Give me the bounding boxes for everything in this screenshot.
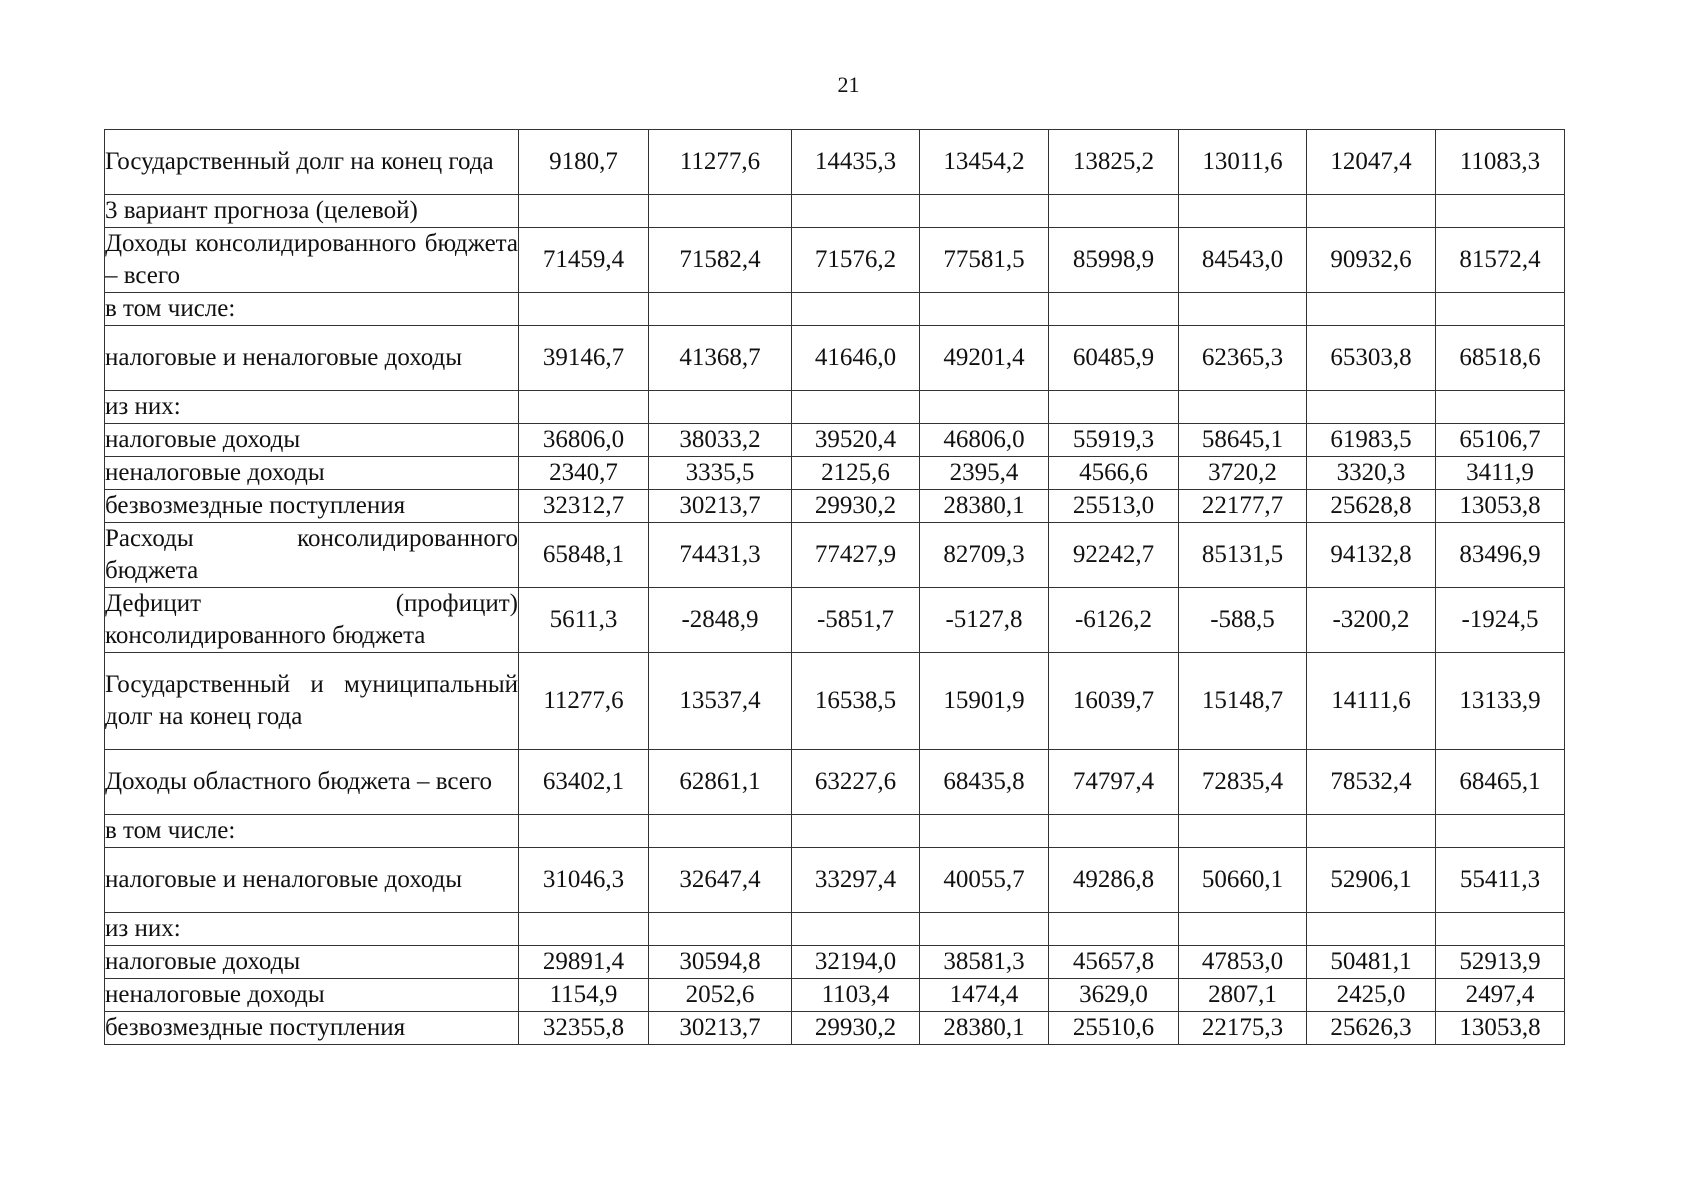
row-label: Доходы областного бюджета – всего <box>105 750 519 815</box>
value-cell: 50481,1 <box>1307 946 1436 979</box>
value-cell: 46806,0 <box>920 424 1049 457</box>
value-cell <box>519 195 649 228</box>
value-cell: 30213,7 <box>649 490 792 523</box>
value-cell: 33297,4 <box>792 848 920 913</box>
row-label: налоговые доходы <box>105 946 519 979</box>
value-cell: 25513,0 <box>1049 490 1179 523</box>
row-label: Дефицит (профицит) консолидированного бюджета <box>105 588 519 653</box>
value-cell <box>1049 815 1179 848</box>
table-row <box>105 326 1565 391</box>
value-cell: 2125,6 <box>792 457 920 490</box>
value-cell: 9180,7 <box>519 130 649 195</box>
value-cell: 40055,7 <box>920 848 1049 913</box>
row-label: в том числе: <box>105 815 519 848</box>
value-cell: 3411,9 <box>1436 457 1565 490</box>
value-cell: 13053,8 <box>1436 490 1565 523</box>
value-cell: 28380,1 <box>920 1012 1049 1045</box>
value-cell: 14111,6 <box>1307 653 1436 750</box>
value-cell <box>1307 391 1436 424</box>
value-cell: 38581,3 <box>920 946 1049 979</box>
value-cell: -6126,2 <box>1049 588 1179 653</box>
value-cell <box>1307 913 1436 946</box>
value-cell: -5851,7 <box>792 588 920 653</box>
table-row <box>105 653 1565 750</box>
value-cell <box>649 815 792 848</box>
value-cell <box>649 293 792 326</box>
table-row <box>105 848 1565 913</box>
value-cell: 92242,7 <box>1049 523 1179 588</box>
value-cell: 1474,4 <box>920 979 1049 1012</box>
row-label: налоговые доходы <box>105 424 519 457</box>
value-cell <box>1179 913 1307 946</box>
value-cell: 94132,8 <box>1307 523 1436 588</box>
value-cell <box>792 913 920 946</box>
value-cell: 25628,8 <box>1307 490 1436 523</box>
value-cell: 14435,3 <box>792 130 920 195</box>
value-cell <box>1179 815 1307 848</box>
value-cell: 50660,1 <box>1179 848 1307 913</box>
value-cell: 11277,6 <box>649 130 792 195</box>
value-cell: 90932,6 <box>1307 228 1436 293</box>
value-cell: 3629,0 <box>1049 979 1179 1012</box>
row-label: в том числе: <box>105 293 519 326</box>
value-cell: -5127,8 <box>920 588 1049 653</box>
value-cell: 30594,8 <box>649 946 792 979</box>
table-row <box>105 195 1565 228</box>
row-label: из них: <box>105 391 519 424</box>
value-cell: 13825,2 <box>1049 130 1179 195</box>
value-cell <box>519 293 649 326</box>
value-cell: 28380,1 <box>920 490 1049 523</box>
value-cell: 72835,4 <box>1179 750 1307 815</box>
value-cell: -3200,2 <box>1307 588 1436 653</box>
value-cell: 83496,9 <box>1436 523 1565 588</box>
row-label: Доходы консолидированного бюджета – всего <box>105 228 519 293</box>
value-cell <box>792 815 920 848</box>
value-cell <box>519 913 649 946</box>
value-cell: 49201,4 <box>920 326 1049 391</box>
table-row <box>105 130 1565 195</box>
value-cell: 32355,8 <box>519 1012 649 1045</box>
value-cell <box>792 391 920 424</box>
row-label: налоговые и неналоговые доходы <box>105 848 519 913</box>
value-cell: 65303,8 <box>1307 326 1436 391</box>
value-cell: 62365,3 <box>1179 326 1307 391</box>
value-cell <box>1179 293 1307 326</box>
value-cell: 55411,3 <box>1436 848 1565 913</box>
value-cell: 13454,2 <box>920 130 1049 195</box>
value-cell: 71576,2 <box>792 228 920 293</box>
value-cell <box>1436 913 1565 946</box>
value-cell: -2848,9 <box>649 588 792 653</box>
value-cell: 15901,9 <box>920 653 1049 750</box>
value-cell: 71582,4 <box>649 228 792 293</box>
row-label: безвозмездные поступления <box>105 1012 519 1045</box>
value-cell: 82709,3 <box>920 523 1049 588</box>
value-cell: 12047,4 <box>1307 130 1436 195</box>
table-body <box>105 130 1565 1045</box>
table-row <box>105 228 1565 293</box>
value-cell: 74431,3 <box>649 523 792 588</box>
value-cell: 45657,8 <box>1049 946 1179 979</box>
value-cell: 77427,9 <box>792 523 920 588</box>
value-cell: -588,5 <box>1179 588 1307 653</box>
table-row <box>105 1012 1565 1045</box>
value-cell: 61983,5 <box>1307 424 1436 457</box>
value-cell <box>920 293 1049 326</box>
table-row <box>105 815 1565 848</box>
value-cell: 52913,9 <box>1436 946 1565 979</box>
value-cell <box>1436 391 1565 424</box>
table-row <box>105 750 1565 815</box>
value-cell: 32194,0 <box>792 946 920 979</box>
value-cell <box>519 815 649 848</box>
budget-forecast-table <box>104 129 1565 1045</box>
table-row <box>105 490 1565 523</box>
value-cell: 16538,5 <box>792 653 920 750</box>
value-cell <box>1436 195 1565 228</box>
value-cell: 29930,2 <box>792 1012 920 1045</box>
value-cell: 29891,4 <box>519 946 649 979</box>
value-cell: 77581,5 <box>920 228 1049 293</box>
value-cell: 2340,7 <box>519 457 649 490</box>
value-cell: 49286,8 <box>1049 848 1179 913</box>
table-row <box>105 913 1565 946</box>
value-cell <box>920 391 1049 424</box>
table-row <box>105 979 1565 1012</box>
value-cell: 68435,8 <box>920 750 1049 815</box>
value-cell: 16039,7 <box>1049 653 1179 750</box>
value-cell <box>920 913 1049 946</box>
value-cell: 13133,9 <box>1436 653 1565 750</box>
row-label: 3 вариант прогноза (целевой) <box>105 195 519 228</box>
value-cell <box>1307 293 1436 326</box>
value-cell <box>649 391 792 424</box>
value-cell <box>1179 195 1307 228</box>
value-cell: 3335,5 <box>649 457 792 490</box>
value-cell: 13537,4 <box>649 653 792 750</box>
table-row <box>105 588 1565 653</box>
value-cell: 2425,0 <box>1307 979 1436 1012</box>
table-row <box>105 523 1565 588</box>
value-cell <box>649 195 792 228</box>
value-cell <box>1307 195 1436 228</box>
value-cell <box>1049 293 1179 326</box>
value-cell: 1103,4 <box>792 979 920 1012</box>
value-cell: 85131,5 <box>1179 523 1307 588</box>
value-cell <box>792 293 920 326</box>
value-cell: 39520,4 <box>792 424 920 457</box>
table-row <box>105 424 1565 457</box>
value-cell: 2807,1 <box>1179 979 1307 1012</box>
row-label: Государственный долг на конец года <box>105 130 519 195</box>
value-cell <box>1049 195 1179 228</box>
value-cell: 5611,3 <box>519 588 649 653</box>
value-cell: 38033,2 <box>649 424 792 457</box>
value-cell: 13011,6 <box>1179 130 1307 195</box>
row-label: налоговые и неналоговые доходы <box>105 326 519 391</box>
page-number: 21 <box>837 72 860 97</box>
value-cell: 36806,0 <box>519 424 649 457</box>
value-cell: -1924,5 <box>1436 588 1565 653</box>
value-cell <box>1436 293 1565 326</box>
value-cell: 52906,1 <box>1307 848 1436 913</box>
row-label: неналоговые доходы <box>105 979 519 1012</box>
value-cell: 2497,4 <box>1436 979 1565 1012</box>
value-cell: 31046,3 <box>519 848 649 913</box>
value-cell: 68465,1 <box>1436 750 1565 815</box>
value-cell <box>1049 913 1179 946</box>
value-cell: 65106,7 <box>1436 424 1565 457</box>
value-cell: 81572,4 <box>1436 228 1565 293</box>
value-cell: 2395,4 <box>920 457 1049 490</box>
value-cell: 58645,1 <box>1179 424 1307 457</box>
value-cell <box>1179 391 1307 424</box>
value-cell: 63227,6 <box>792 750 920 815</box>
value-cell: 63402,1 <box>519 750 649 815</box>
value-cell: 25510,6 <box>1049 1012 1179 1045</box>
row-label: неналоговые доходы <box>105 457 519 490</box>
value-cell: 62861,1 <box>649 750 792 815</box>
value-cell: 11277,6 <box>519 653 649 750</box>
value-cell: 65848,1 <box>519 523 649 588</box>
value-cell: 78532,4 <box>1307 750 1436 815</box>
table-row <box>105 946 1565 979</box>
value-cell: 3720,2 <box>1179 457 1307 490</box>
table-row <box>105 391 1565 424</box>
value-cell <box>519 391 649 424</box>
value-cell: 11083,3 <box>1436 130 1565 195</box>
table-row <box>105 293 1565 326</box>
value-cell <box>792 195 920 228</box>
value-cell: 3320,3 <box>1307 457 1436 490</box>
value-cell: 2052,6 <box>649 979 792 1012</box>
value-cell: 39146,7 <box>519 326 649 391</box>
value-cell <box>1307 815 1436 848</box>
value-cell: 29930,2 <box>792 490 920 523</box>
value-cell: 74797,4 <box>1049 750 1179 815</box>
value-cell: 4566,6 <box>1049 457 1179 490</box>
value-cell: 22175,3 <box>1179 1012 1307 1045</box>
value-cell: 85998,9 <box>1049 228 1179 293</box>
value-cell: 15148,7 <box>1179 653 1307 750</box>
value-cell: 1154,9 <box>519 979 649 1012</box>
row-label: Расходы консолидированного бюджета <box>105 523 519 588</box>
value-cell: 22177,7 <box>1179 490 1307 523</box>
value-cell: 41646,0 <box>792 326 920 391</box>
value-cell: 32647,4 <box>649 848 792 913</box>
row-label: из них: <box>105 913 519 946</box>
value-cell: 47853,0 <box>1179 946 1307 979</box>
value-cell: 71459,4 <box>519 228 649 293</box>
value-cell: 84543,0 <box>1179 228 1307 293</box>
value-cell: 30213,7 <box>649 1012 792 1045</box>
value-cell: 60485,9 <box>1049 326 1179 391</box>
value-cell: 41368,7 <box>649 326 792 391</box>
value-cell: 32312,7 <box>519 490 649 523</box>
row-label: Государственный и муниципальный долг на конец года <box>105 653 519 750</box>
value-cell <box>920 815 1049 848</box>
value-cell: 13053,8 <box>1436 1012 1565 1045</box>
value-cell <box>920 195 1049 228</box>
value-cell <box>649 913 792 946</box>
value-cell <box>1436 815 1565 848</box>
value-cell: 25626,3 <box>1307 1012 1436 1045</box>
row-label: безвозмездные поступления <box>105 490 519 523</box>
value-cell: 68518,6 <box>1436 326 1565 391</box>
table-row <box>105 457 1565 490</box>
value-cell <box>1049 391 1179 424</box>
value-cell: 55919,3 <box>1049 424 1179 457</box>
